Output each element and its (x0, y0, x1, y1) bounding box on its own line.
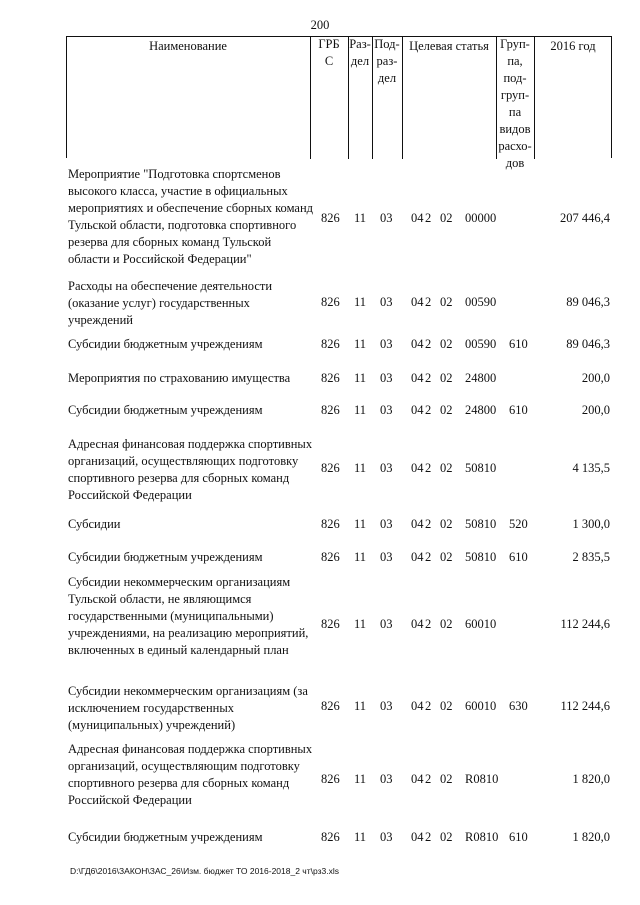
row-target-direction: R0810 (465, 772, 499, 786)
row-amount: 4 135,5 (572, 461, 610, 475)
row-amount: 200,0 (581, 403, 610, 417)
row-target-direction: 00590 (465, 295, 497, 309)
row-target-main-event: 02 (440, 337, 453, 351)
row-grbs: 826 (321, 830, 340, 844)
row-group: 520 (509, 517, 528, 531)
column-divider (534, 37, 535, 159)
row-target-program: 04 (411, 461, 424, 475)
row-target-main-event: 02 (440, 699, 453, 713)
row-target-program: 04 (411, 295, 424, 309)
row-podrazdel: 03 (380, 461, 393, 475)
row-razdel: 11 (354, 461, 367, 475)
row-amount: 1 820,0 (572, 830, 610, 844)
row-target-subprogram: 2 (425, 550, 432, 564)
row-target-program: 04 (411, 617, 424, 631)
header-podrazdel (372, 36, 402, 87)
row-amount: 207 446,4 (560, 211, 610, 225)
row-target-main-event: 02 (440, 403, 453, 417)
page-number: 200 (310, 18, 330, 32)
row-target-subprogram: 2 (425, 517, 432, 531)
row-target-direction: 24800 (465, 371, 497, 385)
row-target-program: 04 (411, 371, 424, 385)
row-target-program: 04 (411, 830, 424, 844)
header-razdel-line: Раз- (349, 37, 371, 51)
row-razdel: 11 (354, 617, 367, 631)
row-grbs: 826 (321, 403, 340, 417)
row-grbs: 826 (321, 517, 340, 531)
row-target-main-event: 02 (440, 517, 453, 531)
row-target-direction: 50810 (465, 517, 497, 531)
row-amount: 89 046,3 (566, 337, 610, 351)
row-target-subprogram: 2 (425, 617, 432, 631)
row-name: Мероприятия по страхованию имущества (68, 371, 291, 385)
header-razdel (348, 36, 372, 70)
row-target-program: 04 (411, 211, 424, 225)
row-razdel: 11 (354, 211, 367, 225)
header-podrazdel-line: дел (377, 71, 397, 85)
row-name: Адресная финансовая поддержка спортивных организаций, осуществляющим подготовку спортивного резерва для сборных команд Российской Федерации (68, 742, 313, 807)
row-target-main-event: 02 (440, 617, 453, 631)
header-grbs (310, 36, 348, 70)
row-target-direction: 60010 (465, 699, 497, 713)
row-razdel: 11 (354, 550, 367, 564)
row-target-program: 04 (411, 772, 424, 786)
row-target-program: 04 (411, 517, 424, 531)
row-target-direction: R0810 (465, 830, 499, 844)
header-grbs-line: С (324, 54, 334, 68)
header-group-line: дов (505, 156, 525, 170)
header-group-line: расхо- (498, 139, 532, 153)
header-grbs-line: ГРБ (318, 37, 340, 51)
row-name: Субсидии бюджетным учреждениям (68, 830, 263, 844)
row-grbs: 826 (321, 337, 340, 351)
row-target-direction: 24800 (465, 403, 497, 417)
row-target-main-event: 02 (440, 295, 453, 309)
row-target-main-event: 02 (440, 461, 453, 475)
row-grbs: 826 (321, 211, 340, 225)
row-target-subprogram: 2 (425, 461, 432, 475)
row-podrazdel: 03 (380, 211, 393, 225)
row-target-program: 04 (411, 550, 424, 564)
row-amount: 112 244,6 (560, 617, 610, 631)
header-year: 2016 год (550, 39, 596, 53)
row-name: Субсидии бюджетным учреждениям (68, 550, 263, 564)
row-target-subprogram: 2 (425, 830, 432, 844)
row-target-direction: 50810 (465, 550, 497, 564)
row-name: Субсидии бюджетным учреждениям (68, 337, 263, 351)
row-name: Субсидии некоммерческим организациям Тульской области, не являющимся государственными (муниципальными) учреждениями, на реализацию мероприятий, включенных в единый календарный план (68, 575, 309, 657)
row-razdel: 11 (354, 337, 367, 351)
row-razdel: 11 (354, 699, 367, 713)
row-name: Субсидии бюджетным учреждениям (68, 403, 263, 417)
row-target-subprogram: 2 (425, 337, 432, 351)
row-podrazdel: 03 (380, 295, 393, 309)
row-razdel: 11 (354, 295, 367, 309)
row-group: 610 (509, 403, 528, 417)
row-podrazdel: 03 (380, 699, 393, 713)
header-group-line: па, (507, 54, 523, 68)
header-group (496, 36, 534, 172)
row-podrazdel: 03 (380, 371, 393, 385)
row-grbs: 826 (321, 461, 340, 475)
row-razdel: 11 (354, 403, 367, 417)
row-name: Адресная финансовая поддержка спортивных организаций, осуществляющих подготовку спортивного резерва для сборных команд Российской Федерации (68, 437, 313, 502)
row-grbs: 826 (321, 617, 340, 631)
header-name: Наименование (149, 39, 227, 53)
row-grbs: 826 (321, 295, 340, 309)
row-target-subprogram: 2 (425, 403, 432, 417)
row-target-subprogram: 2 (425, 699, 432, 713)
row-amount: 1 820,0 (572, 772, 610, 786)
row-grbs: 826 (321, 371, 340, 385)
row-amount: 89 046,3 (566, 295, 610, 309)
row-name: Расходы на обеспечение деятельности (оказание услуг) государственных учреждений (68, 279, 273, 327)
row-name: Субсидии некоммерческим организациям (за исключением государственных (муниципальных) учреждений) (68, 684, 308, 732)
row-target-direction: 60010 (465, 617, 497, 631)
row-group: 610 (509, 830, 528, 844)
row-razdel: 11 (354, 830, 367, 844)
row-podrazdel: 03 (380, 337, 393, 351)
row-amount: 1 300,0 (572, 517, 610, 531)
row-target-main-event: 02 (440, 772, 453, 786)
row-amount: 2 835,5 (572, 550, 610, 564)
row-podrazdel: 03 (380, 517, 393, 531)
row-amount: 112 244,6 (560, 699, 610, 713)
row-razdel: 11 (354, 517, 367, 531)
header-group-line: под- (503, 71, 527, 85)
header-group-line: па (508, 105, 522, 119)
row-target-subprogram: 2 (425, 211, 432, 225)
row-amount: 200,0 (581, 371, 610, 385)
row-grbs: 826 (321, 699, 340, 713)
row-target-main-event: 02 (440, 211, 453, 225)
row-target-main-event: 02 (440, 830, 453, 844)
header-group-line: груп- (500, 88, 530, 102)
row-podrazdel: 03 (380, 772, 393, 786)
row-razdel: 11 (354, 371, 367, 385)
row-target-direction: 00000 (465, 211, 497, 225)
row-podrazdel: 03 (380, 830, 393, 844)
row-target-direction: 00590 (465, 337, 497, 351)
row-razdel: 11 (354, 772, 367, 786)
row-target-subprogram: 2 (425, 295, 432, 309)
header-podrazdel-line: раз- (376, 54, 398, 68)
header-podrazdel-line: Под- (374, 37, 400, 51)
row-target-subprogram: 2 (425, 371, 432, 385)
row-group: 630 (509, 699, 528, 713)
row-target-program: 04 (411, 337, 424, 351)
row-target-main-event: 02 (440, 550, 453, 564)
row-grbs: 826 (321, 772, 340, 786)
row-target-main-event: 02 (440, 371, 453, 385)
header-group-line: Груп- (500, 37, 530, 51)
row-target-direction: 50810 (465, 461, 497, 475)
row-target-subprogram: 2 (425, 772, 432, 786)
row-name: Мероприятие "Подготовка спортсменов высокого класса, участие в официальных мероприятиях и обеспечение сборных команд Тульской области, подготовка спортивного резерва для сборных команд Тульской области и Российской Федерации" (68, 167, 313, 266)
row-group: 610 (509, 337, 528, 351)
row-grbs: 826 (321, 550, 340, 564)
row-target-program: 04 (411, 699, 424, 713)
row-podrazdel: 03 (380, 617, 393, 631)
row-target-program: 04 (411, 403, 424, 417)
row-name: Субсидии (68, 517, 121, 531)
row-podrazdel: 03 (380, 550, 393, 564)
header-razdel-line: дел (350, 54, 370, 68)
header-group-line: видов (499, 122, 531, 136)
row-podrazdel: 03 (380, 403, 393, 417)
file-path-footer: D:\ГД6\2016\ЗАКОН\ЗАС_26\Изм. бюджет ТО 2016-2018_2 чт\рз3.xls (70, 866, 339, 876)
header-target: Целевая статья (409, 39, 489, 53)
row-group: 610 (509, 550, 528, 564)
column-divider (402, 37, 403, 159)
